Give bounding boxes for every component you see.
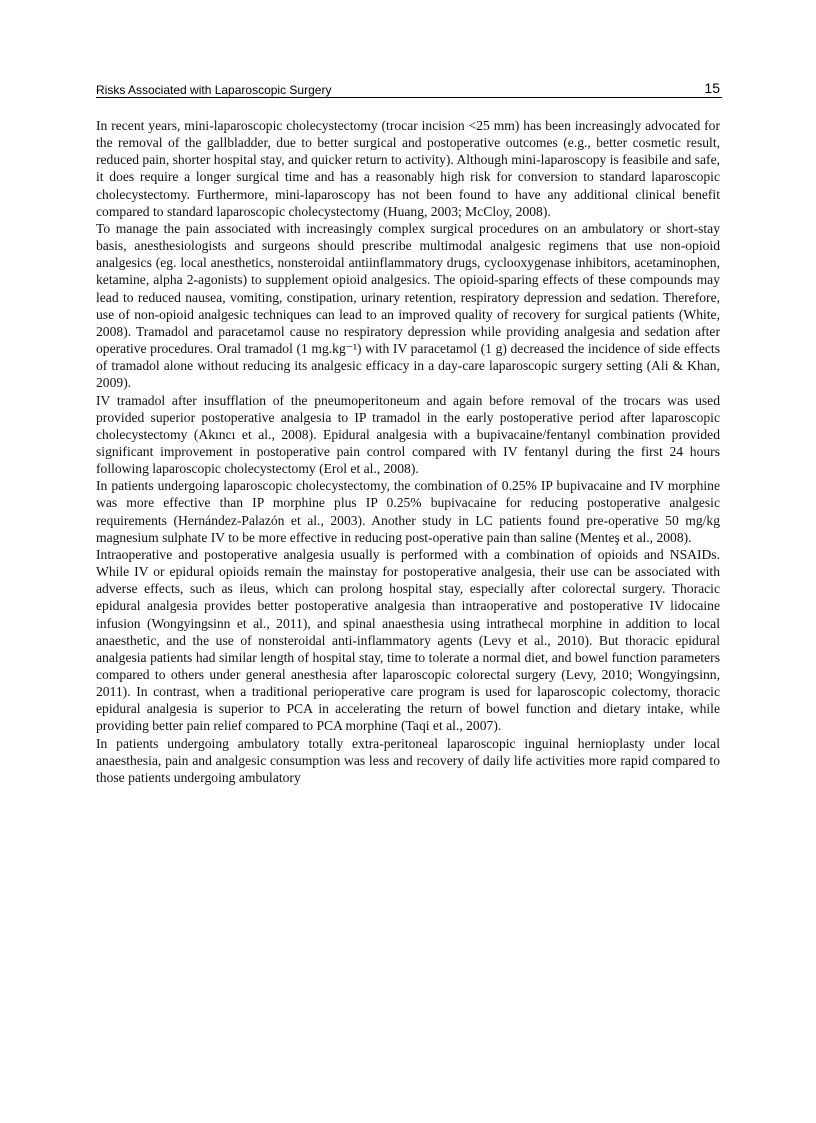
running-title: Risks Associated with Laparoscopic Surgery (96, 83, 332, 97)
paragraph-hernioplasty: In patients undergoing ambulatory totally extra-peritoneal laparoscopic inguinal hernioplasty under local anaesthesia, pain and analgesic consumption was less and recovery of daily life activities more rapid compared to those patients undergoing ambulatory (96, 735, 720, 785)
paragraph-multimodal-analgesia: To manage the pain associated with increasingly complex surgical procedures on an ambulatory or short-stay basis, anesthesiologists and surgeons should prescribe multimodal analgesic regimens that use non-opioid analgesics (eg. local anesthetics, nonsteroidal antiinflammatory drugs, cyclooxygenase inhibitors, acetaminophen, ketamine, alpha 2-agonists) to supplement opioid analgesics. The opioid-sparing effects of these compounds may lead to reduced nausea, vomiting, constipation, urinary retention, respiratory depression and sedation. Therefore, use of non-opioid analgesic techniques can lead to an improved quality of recovery for surgical patients (White, 2008). Tramadol and paracetamol cause no respiratory depression while providing analgesia and sedation after operative procedures. Oral tramadol (1 mg.kg⁻¹) with IV paracetamol (1 g) decreased the incidence of side effects of tramadol alone without reducing its analgesic efficacy in a day-care laparoscopic surgery setting (Ali & Khan, 2009). (96, 220, 720, 391)
paragraph-iv-tramadol: IV tramadol after insufflation of the pneumoperitoneum and again before removal of the trocars was used provided superior postoperative analgesia to IP tramadol in the early postoperative period after laparoscopic cholecystectomy (Akıncı et al., 2008). Epidural analgesia with a bupivacaine/fentanyl combination provided significant improvement in postoperative pain control compared with IV fentanyl during the first 24 hours following laparoscopic cholecystectomy (Erol et al., 2008). (96, 392, 720, 477)
paragraph-intraoperative-analgesia: Intraoperative and postoperative analgesia usually is performed with a combination of opioids and NSAIDs. While IV or epidural opioids remain the mainstay for postoperative analgesia, their use can be associated with adverse effects, such as ileus, which can prolong hospital stay, especially after colorectal surgery. Thoracic epidural analgesia provides better postoperative analgesia than intraoperative and postoperative IV lidocaine infusion (Wongyingsinn et al., 2011), and spinal anaesthesia using intrathecal morphine in addition to local anaesthetic, and the use of nonsteroidal anti-inflammatory agents (Levy et al., 2010). But thoracic epidural analgesia patients had similar length of hospital stay, time to tolerate a normal diet, and bowel function parameters compared to others under general anesthesia after laparoscopic colorectal surgery (Levy, 2010; Wongyingsinn, 2011). In contrast, when a traditional perioperative care program is used for laparoscopic colectomy, thoracic epidural analgesia is superior to PCA in accelerating the return of bowel function and dietary intake, while providing better pain relief compared to PCA morphine (Taqi et al., 2007). (96, 546, 720, 734)
running-header (96, 80, 722, 98)
header-rule (96, 97, 722, 98)
paragraph-bupivacaine-morphine: In patients undergoing laparoscopic cholecystectomy, the combination of 0.25% IP bupivacaine and IV morphine was more effective than IP morphine plus IP 0.25% bupivacaine for reducing postoperative analgesic requirements (Hernández-Palazón et al., 2003). Another study in LC patients found pre-operative 50 mg/kg magnesium sulphate IV to be more effective in reducing post-operative pain than saline (Menteş et al., 2008). (96, 478, 720, 545)
page-number: 15 (704, 80, 720, 96)
paragraph-mini-laparoscopy: In recent years, mini-laparoscopic cholecystectomy (trocar incision <25 mm) has been increasingly advocated for the removal of the gallbladder, due to better surgical and postoperative outcomes (e.g., better cosmetic result, reduced pain, shorter hospital stay, and quicker return to activity). Although mini-laparoscopy is feasibile and safe, it does require a longer surgical time and has a reasonably high risk for conversion to standard laparoscopic cholecystectomy. Furthermore, mini-laparoscopy has not been found to have any additional clinical benefit compared to standard laparoscopic cholecystectomy (Huang, 2003; McCloy, 2008). (96, 118, 720, 219)
body-text (96, 117, 720, 786)
